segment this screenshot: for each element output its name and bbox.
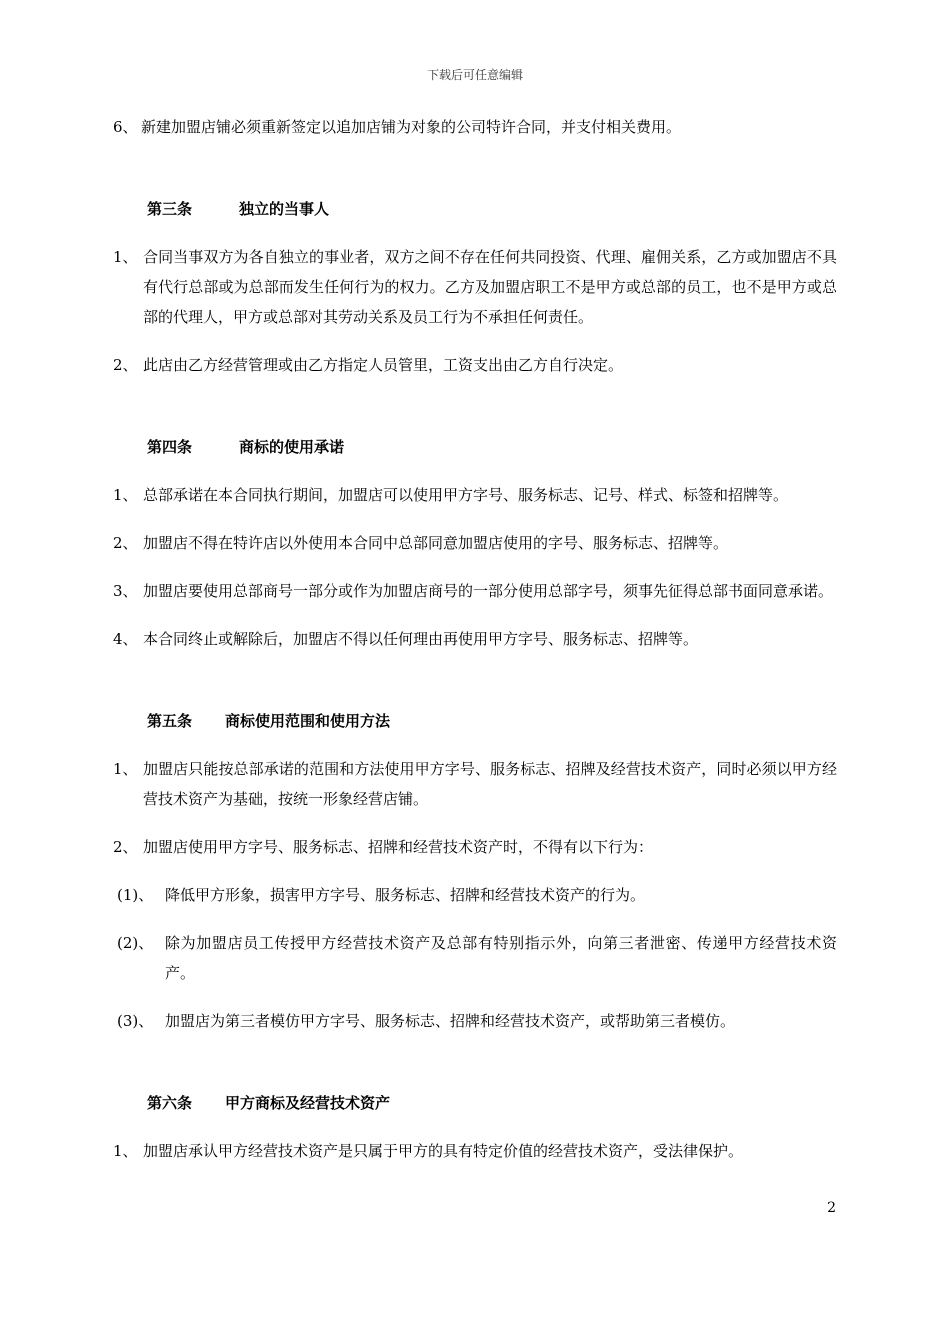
clause-number: 2、 <box>113 534 138 552</box>
section-number: 第三条 <box>147 200 193 218</box>
section-number: 第五条 <box>147 712 193 730</box>
section-heading-5 <box>113 706 837 736</box>
sub-clause-item <box>113 880 837 910</box>
clause-item <box>113 754 837 814</box>
clause-text: 加盟店不得在特许店以外使用本合同中总部同意加盟店使用的字号、服务标志、招牌等。 <box>143 534 729 552</box>
section-title: 甲方商标及经营技术资产 <box>225 1094 391 1112</box>
clause-number: 1、 <box>113 760 138 778</box>
sub-clause-text: 加盟店为第三者模仿甲方字号、服务标志、招牌和经营技术资产，或帮助第三者模仿。 <box>165 1012 736 1030</box>
clause-number: 2、 <box>113 838 138 856</box>
clause-text: 总部承诺在本合同执行期间，加盟店可以使用甲方字号、服务标志、记号、样式、标签和招牌等。 <box>143 486 789 504</box>
sub-clause-number: (1)、 <box>117 886 154 904</box>
clause-number: 6、 <box>113 118 138 136</box>
clause-number: 2、 <box>113 356 138 374</box>
page-number: 2 <box>827 1200 836 1216</box>
section-title: 独立的当事人 <box>239 200 330 218</box>
document-body <box>113 112 837 1184</box>
clause-item <box>113 1136 837 1166</box>
clause-number: 1、 <box>113 1142 138 1160</box>
clause-number: 1、 <box>113 248 138 266</box>
clause-text: 加盟店承认甲方经营技术资产是只属于甲方的具有特定价值的经营技术资产，受法律保护。 <box>143 1142 744 1160</box>
section-number: 第四条 <box>147 438 193 456</box>
clause-text: 此店由乙方经营管理或由乙方指定人员管里，工资支出由乙方自行决定。 <box>143 356 624 374</box>
clause-item <box>113 624 837 654</box>
clause-text: 加盟店只能按总部承诺的范围和方法使用甲方字号、服务标志、招牌及经营技术资产，同时必须以甲方经营技术资产为基础，按统一形象经营店铺。 <box>143 760 837 808</box>
intro-clause <box>113 112 837 142</box>
clause-item <box>113 350 837 380</box>
clause-item <box>113 576 837 606</box>
clause-text: 合同当事双方为各自独立的事业者，双方之间不存在任何共同投资、代理、雇佣关系，乙方或加盟店不具有代行总部或为总部而发生任何行为的权力。乙方及加盟店职工不是甲方或总部的员工，也不是甲方或总部的代理人，甲方或总部对其劳动关系及员工行为不承担任何责任。 <box>143 248 837 326</box>
section-number: 第六条 <box>147 1094 193 1112</box>
clause-item <box>113 528 837 558</box>
page-header: 下载后可任意编辑 <box>426 68 523 82</box>
sub-clause-text: 降低甲方形象，损害甲方字号、服务标志、招牌和经营技术资产的行为。 <box>165 886 646 904</box>
sub-clause-number: (3)、 <box>117 1012 154 1030</box>
sub-clause-item <box>113 928 837 988</box>
clause-number: 1、 <box>113 486 138 504</box>
sub-clause-item <box>113 1006 837 1036</box>
clause-text: 新建加盟店铺必须重新签定以追加店铺为对象的公司特许合同，并支付相关费用。 <box>141 118 682 136</box>
sub-clause-text: 除为加盟店员工传授甲方经营技术资产及总部有特别指示外，向第三者泄密、传递甲方经营技术资产。 <box>165 934 837 982</box>
clause-number: 4、 <box>113 630 138 648</box>
clause-text: 加盟店要使用总部商号一部分或作为加盟店商号的一部分使用总部字号，须事先征得总部书面同意承诺。 <box>143 582 834 600</box>
clause-item <box>113 832 837 862</box>
clause-text: 加盟店使用甲方字号、服务标志、招牌和经营技术资产时，不得有以下行为： <box>143 838 654 856</box>
section-heading-6 <box>113 1088 837 1118</box>
section-title: 商标的使用承诺 <box>239 438 345 456</box>
sub-clause-number: (2)、 <box>117 934 154 952</box>
clause-text: 本合同终止或解除后，加盟店不得以任何理由再使用甲方字号、服务标志、招牌等。 <box>143 630 699 648</box>
clause-number: 3、 <box>113 582 138 600</box>
clause-item <box>113 480 837 510</box>
section-title: 商标使用范围和使用方法 <box>225 712 391 730</box>
section-heading-3 <box>113 194 837 224</box>
clause-item <box>113 242 837 332</box>
section-heading-4 <box>113 432 837 462</box>
